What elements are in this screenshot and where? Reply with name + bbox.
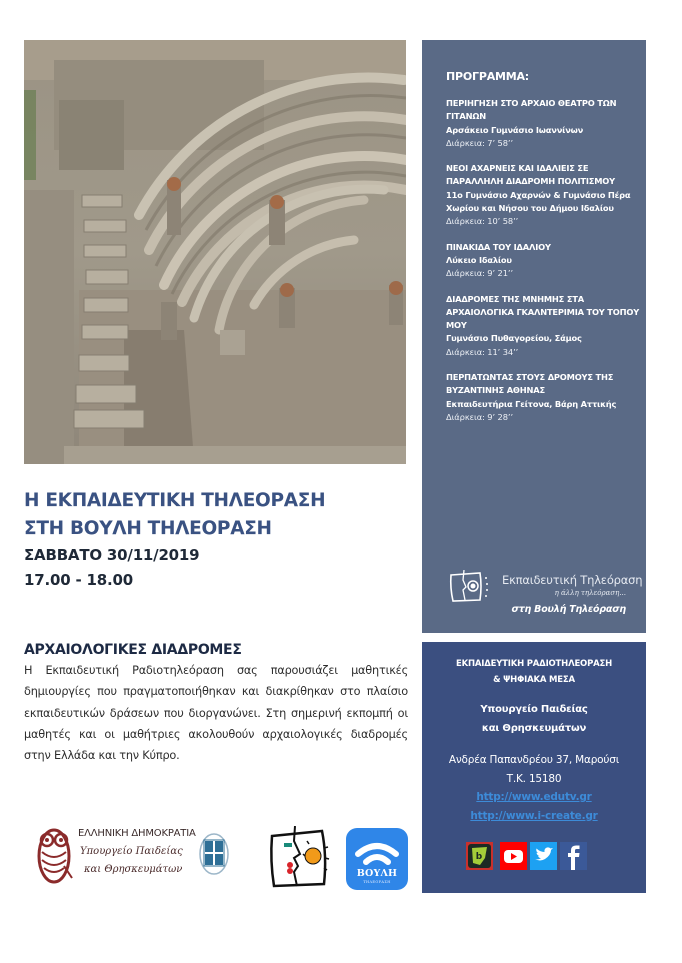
social-links: [466, 842, 587, 870]
org-name-line1: ΕΚΠΑΙΔΕΥΤΙΚΗ ΡΑΔΙΟΤΗΛΕΟΡΑΣΗ: [455, 659, 613, 669]
youtube-icon: [500, 842, 527, 870]
program-item-title: ΠΙΝΑΚΙΔΑ ΤΟΥ ΙΔΑΛΙΟΥ: [446, 241, 551, 252]
program-item-school: Αρσάκειο Γυμνάσιο Ιωαννίνων: [446, 124, 584, 135]
contact-ministry-line2: και Θρησκευμάτων: [481, 723, 587, 734]
description-section: [24, 640, 408, 766]
edutv-brand-name: Εκπαιδευτική Τηλεόραση: [502, 573, 643, 587]
theatre-illustration: [24, 40, 406, 464]
edutv-brand: [448, 570, 644, 620]
contact-panel: [422, 642, 646, 893]
title-line-2: ΣΤΗ ΒΟΥΛΗ ΤΗΛΕΟΡΑΣΗ: [24, 518, 272, 539]
edutv-logo: [267, 826, 337, 892]
program-item-school: Λύκειο Ιδαλίου: [446, 254, 512, 265]
title-line-1: Η ΕΚΠΑΙΔΕΥΤΙΚΗ ΤΗΛΕΟΡΑΣΗ: [24, 490, 326, 511]
program-item-duration: Διάρκεια: 11’ 34’’: [446, 346, 519, 357]
program-panel: [422, 40, 646, 633]
ministry-logo: [34, 824, 224, 884]
program-item: [446, 371, 642, 424]
program-item-school: 11ο Γυμνάσιο Αχαρνών & Γυμνάσιο Πέρα Χωρίου και Νήσου του Δήμου Ιδαλίου: [446, 189, 631, 214]
logo-row: [24, 822, 410, 897]
program-item-title: ΠΕΡΠΑΤΩΝΤΑΣ ΣΤΟΥΣ ΔΡΟΜΟΥΣ ΤΗΣ ΒΥΖΑΝΤΙΝΗΣ ΑΘΗΝΑΣ: [446, 372, 614, 396]
edutv-link[interactable]: http://www.edutv.gr: [476, 791, 592, 803]
vouli-name: ΒΟΥΛΗ: [356, 868, 398, 879]
program-item-title: ΠΕΡΙΗΓΗΣΗ ΣΤΟ ΑΡΧΑΙΟ ΘΕΑΤΡΟ ΤΩΝ ΓΙΤΑΝΩΝ: [446, 98, 617, 122]
program-item: [446, 241, 642, 281]
twitter-icon: [530, 842, 557, 870]
program-item: [446, 97, 642, 150]
edutv-channel: στη Βουλή Τηλεόραση: [511, 604, 626, 615]
program-heading: ΠΡΟΓΡΑΜΜΑ:: [446, 70, 530, 83]
program-item-duration: Διάρκεια: 9’ 21’’: [446, 268, 513, 279]
program-item-duration: Διάρκεια: 7’ 58’’: [446, 137, 513, 148]
program-item-school: Εκπαιδευτήρια Γείτονα, Βάρη Αττικής: [446, 398, 617, 409]
org-name-line2: & ΨΗΦΙΑΚΑ ΜΕΣΑ: [493, 675, 575, 685]
facebook-icon: [560, 842, 587, 870]
edutv-mark-icon: [448, 570, 498, 604]
program-item: [446, 293, 642, 359]
greek-emblem-icon: [198, 832, 230, 876]
blogger-button[interactable]: [466, 842, 493, 870]
event-header: [24, 487, 414, 593]
blogger-icon: [468, 844, 491, 868]
street-address: Ανδρέα Παπανδρέου 37, Μαρούσι: [448, 754, 620, 766]
contact-ministry: [422, 700, 646, 738]
wifi-arc-icon: [346, 832, 408, 872]
program-item: [446, 162, 642, 228]
ministry-name-line1: Υπουργείο Παιδείας: [80, 846, 183, 857]
org-name: [422, 656, 646, 688]
program-item-duration: Διάρκεια: 10’ 58’’: [446, 216, 519, 227]
theatre-photo: [24, 40, 406, 464]
edutv-face-icon: [267, 826, 337, 892]
section-title: ΑΡΧΑΙΟΛΟΓΙΚΕΣ ΔΙΑΔΡΟΜΕΣ: [24, 642, 242, 658]
program-item-title: ΝΕΟΙ ΑΧΑΡΝΕΙΣ ΚΑΙ ΙΔΑΛΙΕΙΣ ΣΕ ΠΑΡΑΛΛΗΛΗ ΔΙΑΔΡΟΜΗ ΠΟΛΙΤΙΣΜΟΥ: [446, 163, 615, 187]
owl-icon: [34, 826, 74, 886]
icreate-link[interactable]: http://www.i-create.gr: [470, 809, 598, 822]
twitter-button[interactable]: [530, 842, 557, 870]
contact-ministry-line1: Υπουργείο Παιδείας: [480, 704, 588, 715]
youtube-button[interactable]: [500, 842, 527, 870]
vouli-tv-logo: [346, 828, 408, 890]
program-item-title: ΔΙΑΔΡΟΜΕΣ ΤΗΣ ΜΝΗΜΗΣ ΣΤΑ ΑΡΧΑΙΟΛΟΓΙΚΑ ΓΚΑΛΝΤΕΡΙΜΙΑ ΤΟΥ ΤΟΠΟΥ ΜΟΥ: [446, 293, 640, 331]
event-time: 17.00 - 18.00: [24, 571, 133, 589]
vouli-sub: ΤΗΛΕΟΡΑΣΗ: [363, 880, 391, 884]
svg-text:b: b: [475, 852, 483, 862]
event-date: ΣΑΒΒΑΤΟ 30/11/2019: [24, 546, 200, 564]
contact-address: [422, 751, 646, 825]
program-item-school: Γυμνάσιο Πυθαγορείου, Σάμος: [446, 333, 582, 344]
edutv-tagline: η άλλη τηλεόραση...: [554, 589, 626, 597]
ministry-name-line2: και Θρησκευμάτων: [84, 864, 183, 875]
facebook-button[interactable]: [560, 842, 587, 870]
section-body: Η Εκπαιδευτική Ραδιοτηλεόραση σας παρουσιάζει μαθητικές δημιουργίες που πραγματοποιήθηκαν και διακρίθηκαν στο πλαίσιο εκπαιδευτικών δράσεων που διοργανώνει. Στη σημερινή εκπομπή οι μαθητές και οι μαθήτριες ακολουθούν αρχαιολογικές διαδρομές στην Ελλάδα και την Κύπρο.: [24, 664, 408, 763]
program-item-duration: Διάρκεια: 9’ 28’’: [446, 411, 513, 422]
ministry-republic: ΕΛΛΗΝΙΚΗ ΔΗΜΟΚΡΑΤΙΑ: [78, 828, 196, 839]
postcode: Τ.Κ. 15180: [506, 772, 562, 785]
